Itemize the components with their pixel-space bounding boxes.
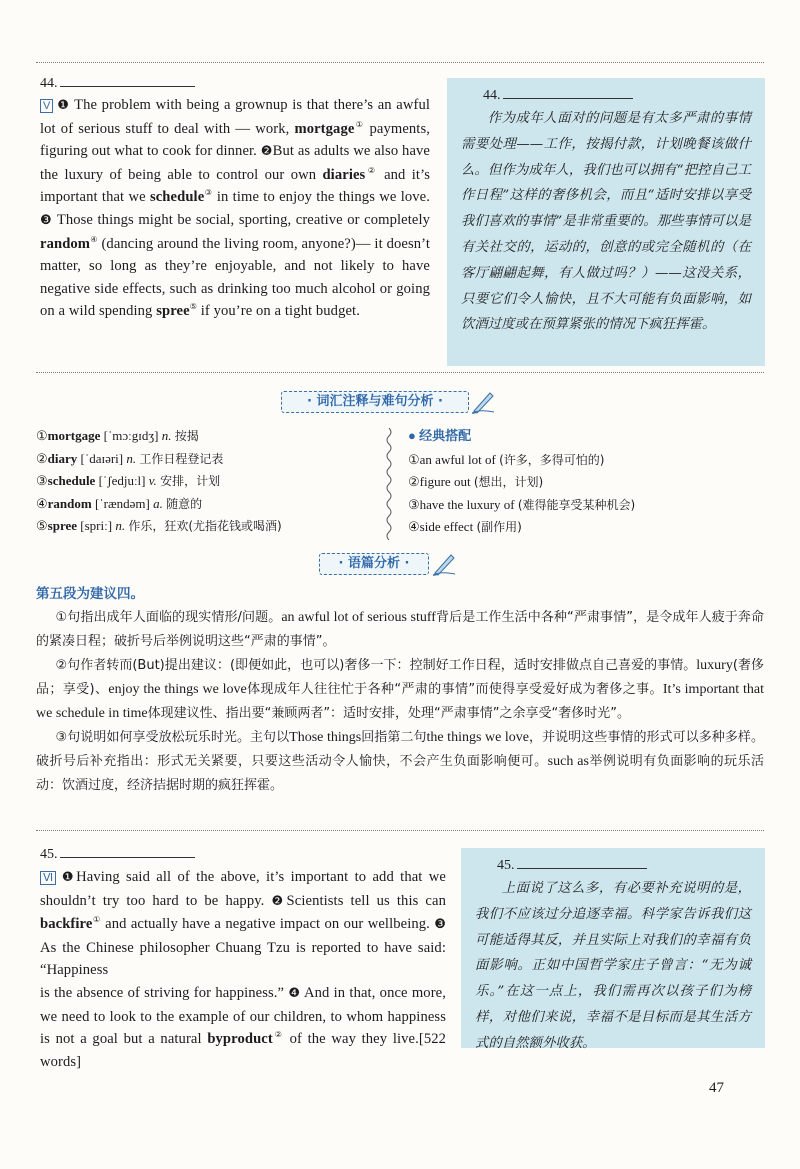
collocation-item: ③have the luxury of (难得能享受某种机会) [408,496,636,512]
analysis-point-2: ②句作者转而(But)提出建议：(即便如此，也可以)奢侈一下：控制好工作日程，适时安排做点自己喜爱的事情。luxury(奢侈品；享受)、enjoy the things we love体现成年人往往忙于各种“严肃的事情”而使得享受爱好成为奢侈之事。It’s important that we schedule in time体现建议性、指出要“兼顾两者”：适时安排，处理“严肃事情”之余享受“奢侈时光”。 [36,658,764,721]
question-45-number: 45. [40,845,195,863]
vocab-word-byproduct: byproduct [207,1031,273,1048]
vocab-item: ③schedule [ˈʃedjuːl] v. 安排，计划 [36,473,221,488]
passage-analysis [36,582,764,798]
vocab-list [36,425,376,538]
vocab-item: ②diary [ˈdaɪəri] n. 工作日程登记表 [36,450,224,466]
vocab-word-spree: spree [156,303,190,320]
pen-icon [470,389,496,415]
question-44-number: 44. [40,74,195,92]
translation-blank-45[interactable] [517,856,647,869]
translation-box-45 [461,848,765,1051]
answer-blank-44[interactable] [60,74,195,87]
vocab-word-random: random [40,235,91,252]
vocab-item: ①mortgage [ˈmɔːgɪdʒ] n. 按揭 [36,428,199,443]
vocab-item: ④random [ˈrændəm] a. 随意的 [36,495,203,511]
paragraph-roman-marker: Ⅵ [40,871,56,885]
pen-icon [431,551,457,577]
answer-blank-45[interactable] [60,845,195,858]
banner-vocab-label: · 词汇注释与难句分析 · [281,391,469,413]
banner-vocab [0,389,800,415]
translation-45-number: 45. [497,856,751,876]
translation-44-number: 44. [483,86,751,106]
divider-44-bottom [36,372,764,373]
banner-passage [0,551,800,577]
divider-analysis-bottom [36,830,764,831]
page-number: 47 [709,1080,724,1096]
translation-box-44 [447,78,765,366]
bullet-icon: ● [408,428,416,443]
wavy-divider [384,428,394,540]
analysis-point-3: ③句说明如何享受放松玩乐时光。主句以Those things回指第二句the things we love，并说明这些事情的形式可以多种多样。破折号后补充指出：形式无关紧要，只要这些活动令人愉快，不会产生负面影响便可。such as举例说明有负面影响的玩乐活动：饮酒过度，经济拮据时期的疯狂挥霍。 [36,730,764,793]
analysis-point-1: ①句指出成年人面临的现实情形/问题。an awful lot of serious stuff背后是工作生活中各种“严肃事情”，是令成年人疲于奔命的紧凑日程；破折号后举例说明这些“严肃的事情”。 [36,610,764,649]
translation-45-text: 上面说了这么多，有必要补充说明的是，我们不应该过分追逐幸福。科学家告诉我们这可能适得其反，并且实际上对我们的幸福有负面影响。正如中国哲学家庄子曾言：“无为诚乐。”在这一点上，我们需再次以孩子们为榜样，对他们来说，幸福不是目标而是其生活方式的自然额外收获。 [475,881,751,1051]
collocation-item: ①an awful lot of (许多，多得可怕的) [408,451,605,467]
vocab-word-schedule: schedule [149,189,205,206]
divider-top [36,62,764,63]
paragraph-44-english: V ❶ The problem with being a grownup is that there’s an awful lot of serious stuff to deal with — work, mortgage① payments, figuring out what to cook for dinner. ❷But as adults we also have the luxury of being able to control our own diaries② and it’s important that we schedule③ in time to enjoy the things we love. ❸ Those things might be social, sporting, creative or completely random④ (dancing around the living room, anyone?)— it doesn’t matter, so long as they’re enjoyable, and not likely to have negative side effects, such as drinking too much alcohol or going on a wild spending spree⑤ if you’re on a tight budget. [40,97,431,320]
translation-blank-44[interactable] [503,86,633,99]
collocation-item: ④side effect (副作用) [408,519,522,534]
vocab-word-backfire: backfire [40,916,93,933]
analysis-title: 第五段为建议四。 [36,586,144,602]
collocation-heading: ● 经典搭配 [408,428,472,444]
paragraph-45-english: Ⅵ ❶Having said all of the above, it’s important to add that we shouldn’t try too hard to be happy. ❷Scientists tell us this can backfire① and actually have a negative impact on our wellbeing. ❸ As the Chinese philosopher Chuang Tzu is reported to have said: “Happiness is the absence of striving for happiness.” ❹ And in that, once more, we need to look to the example of our children, to whom happiness is not a goal but a natural byproduct② of the way they live.[522 words] [40,869,447,1070]
translation-44-text: 作为成年人面对的问题是有太多严肃的事情需要处理——工作，按揭付款，计划晚餐该做什么。但作为成年人，我们也可以拥有“把控自己工作日程”这样的奢侈机会，而且“适时安排以享受我们喜欢的事情”是非常重要的。那些事情可以是有关社交的，运动的，创意的或完全随机的（在客厅翩翩起舞，有人做过吗？）——这没关系，只要它们令人愉快，且不大可能有负面影响，如饮酒过度或在预算紧张的情况下疯狂挥霍。 [461,111,751,333]
paragraph-roman-marker: V [40,99,53,113]
word-count: [522 words] [40,1031,447,1070]
vocab-item: ⑤spree [spriː] n. 作乐，狂欢(尤指花钱或喝酒) [36,518,282,533]
banner-passage-label: · 语篇分析 · [319,553,429,575]
vocab-word-mortgage: mortgage [294,120,355,137]
collocation-list [408,425,768,539]
collocation-item: ②figure out (想出，计划) [408,474,544,489]
vocab-word-diaries: diaries [322,166,366,183]
